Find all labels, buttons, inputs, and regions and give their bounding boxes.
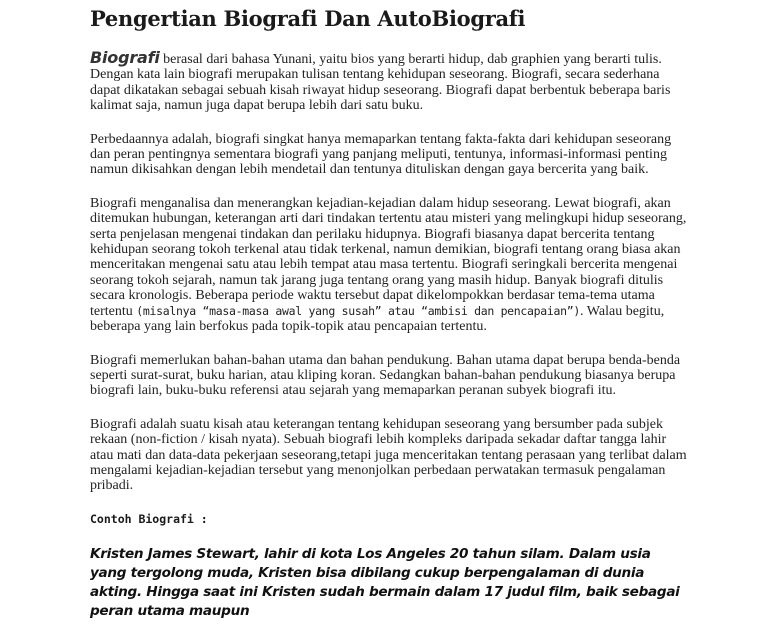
paragraph-definition: Biografi adalah suatu kisah atau keterangan tentang kehidupan seseorang yang bersumber pada subjek rekaan (non-fiction / kisah nyata). Sebuah biografi lebih kompleks daripada sekadar daftar tangga lahir atau mati dan data-data pekerjaan seseorang,tetapi juga menceritakan tentang perasaan yang terlibat dalam mengalami kejadian-kejadian tersebut yang menonjolkan perbedaan perwatakan termasuk pengalaman pribadi.: [90, 416, 687, 494]
paragraph-analysis-quote: (misalnya “masa-masa awal yang susah” atau “ambisi dan pencapaian”): [136, 303, 581, 318]
paragraph-analysis-text: Biografi menganalisa dan menerangkan kejadian-kejadian dalam hidup seseorang. Lewat biografi, akan ditemukan hubungan, keterangan arti dari tindakan tertentu atau misteri yang melingkupi hidup seseorang, serta penjelasan mengenai tindakan dan perilaku hidupnya. Biografi biasanya dapat bercerita tentang kehidupan seorang tokoh terkenal atau tidak terkenal, namun demikian, biografi tentang orang biasa akan menceritakan mengenai satu atau lebih tempat atau masa tertentu. Biografi seringkali bercerita mengenai seorang tokoh sejarah, namun tak jarang juga tentang orang yang masih hidup. Banyak biografi ditulis secara kronologis. Beberapa periode waktu tersebut dapat dikelompokkan berdasar tema-tema utama tertentu: [90, 195, 687, 319]
lead-word-biografi: Biografi: [90, 48, 160, 67]
document-page: [90, 0, 690, 621]
paragraph-intro-text: berasal dari bahasa Yunani, yaitu bios yang berarti hidup, dab graphien yang berarti tulis. Dengan kata lain biografi merupakan tulisan tentang kehidupan seseorang. Biografi, secara sederhana dapat dikatakan sebagai sebuah kisah riwayat hidup seseorang. Biografi dapat berbentuk beberapa baris kalimat saja, namun juga dapat berupa lebih dari satu buku.: [90, 52, 671, 114]
example-heading: Contoh Biografi :: [90, 511, 208, 526]
paragraph-materials: Biografi memerlukan bahan-bahan utama dan bahan pendukung. Bahan utama dapat berupa benda-benda seperti surat-surat, buku harian, atau kliping koran. Sedangkan bahan-bahan pendukung biasanya berupa biografi lain, buku-buku referensi atau sejarah yang memaparkan peranan subyek biografi itu.: [90, 352, 681, 399]
example-text: Kristen James Stewart, lahir di kota Los Angeles 20 tahun silam. Dalam usia yang tergolong muda, Kristen bisa dibilang cukup berpengalaman di dunia akting. Hingga saat ini Kristen sudah bermain dalam 17 judul film, baik sebagai peran utama maupun: [90, 545, 680, 619]
paragraph-difference: Perbedaannya adalah, biografi singkat hanya memaparkan tentang fakta-fakta dari kehidupan seseorang dan peran pentingnya sementara biografi yang panjang meliputi, tentunya, informasi-informasi penting namun dikisahkan dengan lebih mendetail dan tentunya dituliskan dengan gaya bercerita yang baik.: [90, 131, 672, 178]
paragraph-analysis: [90, 196, 690, 335]
document-title: Pengertian Biografi Dan AutoBiografi: [90, 6, 526, 31]
paragraph-intro: [90, 50, 690, 114]
paragraph-analysis-tail: . Walau begitu, beberapa yang lain berfokus pada topik-topik atau pencapaian tertentu.: [90, 303, 665, 335]
